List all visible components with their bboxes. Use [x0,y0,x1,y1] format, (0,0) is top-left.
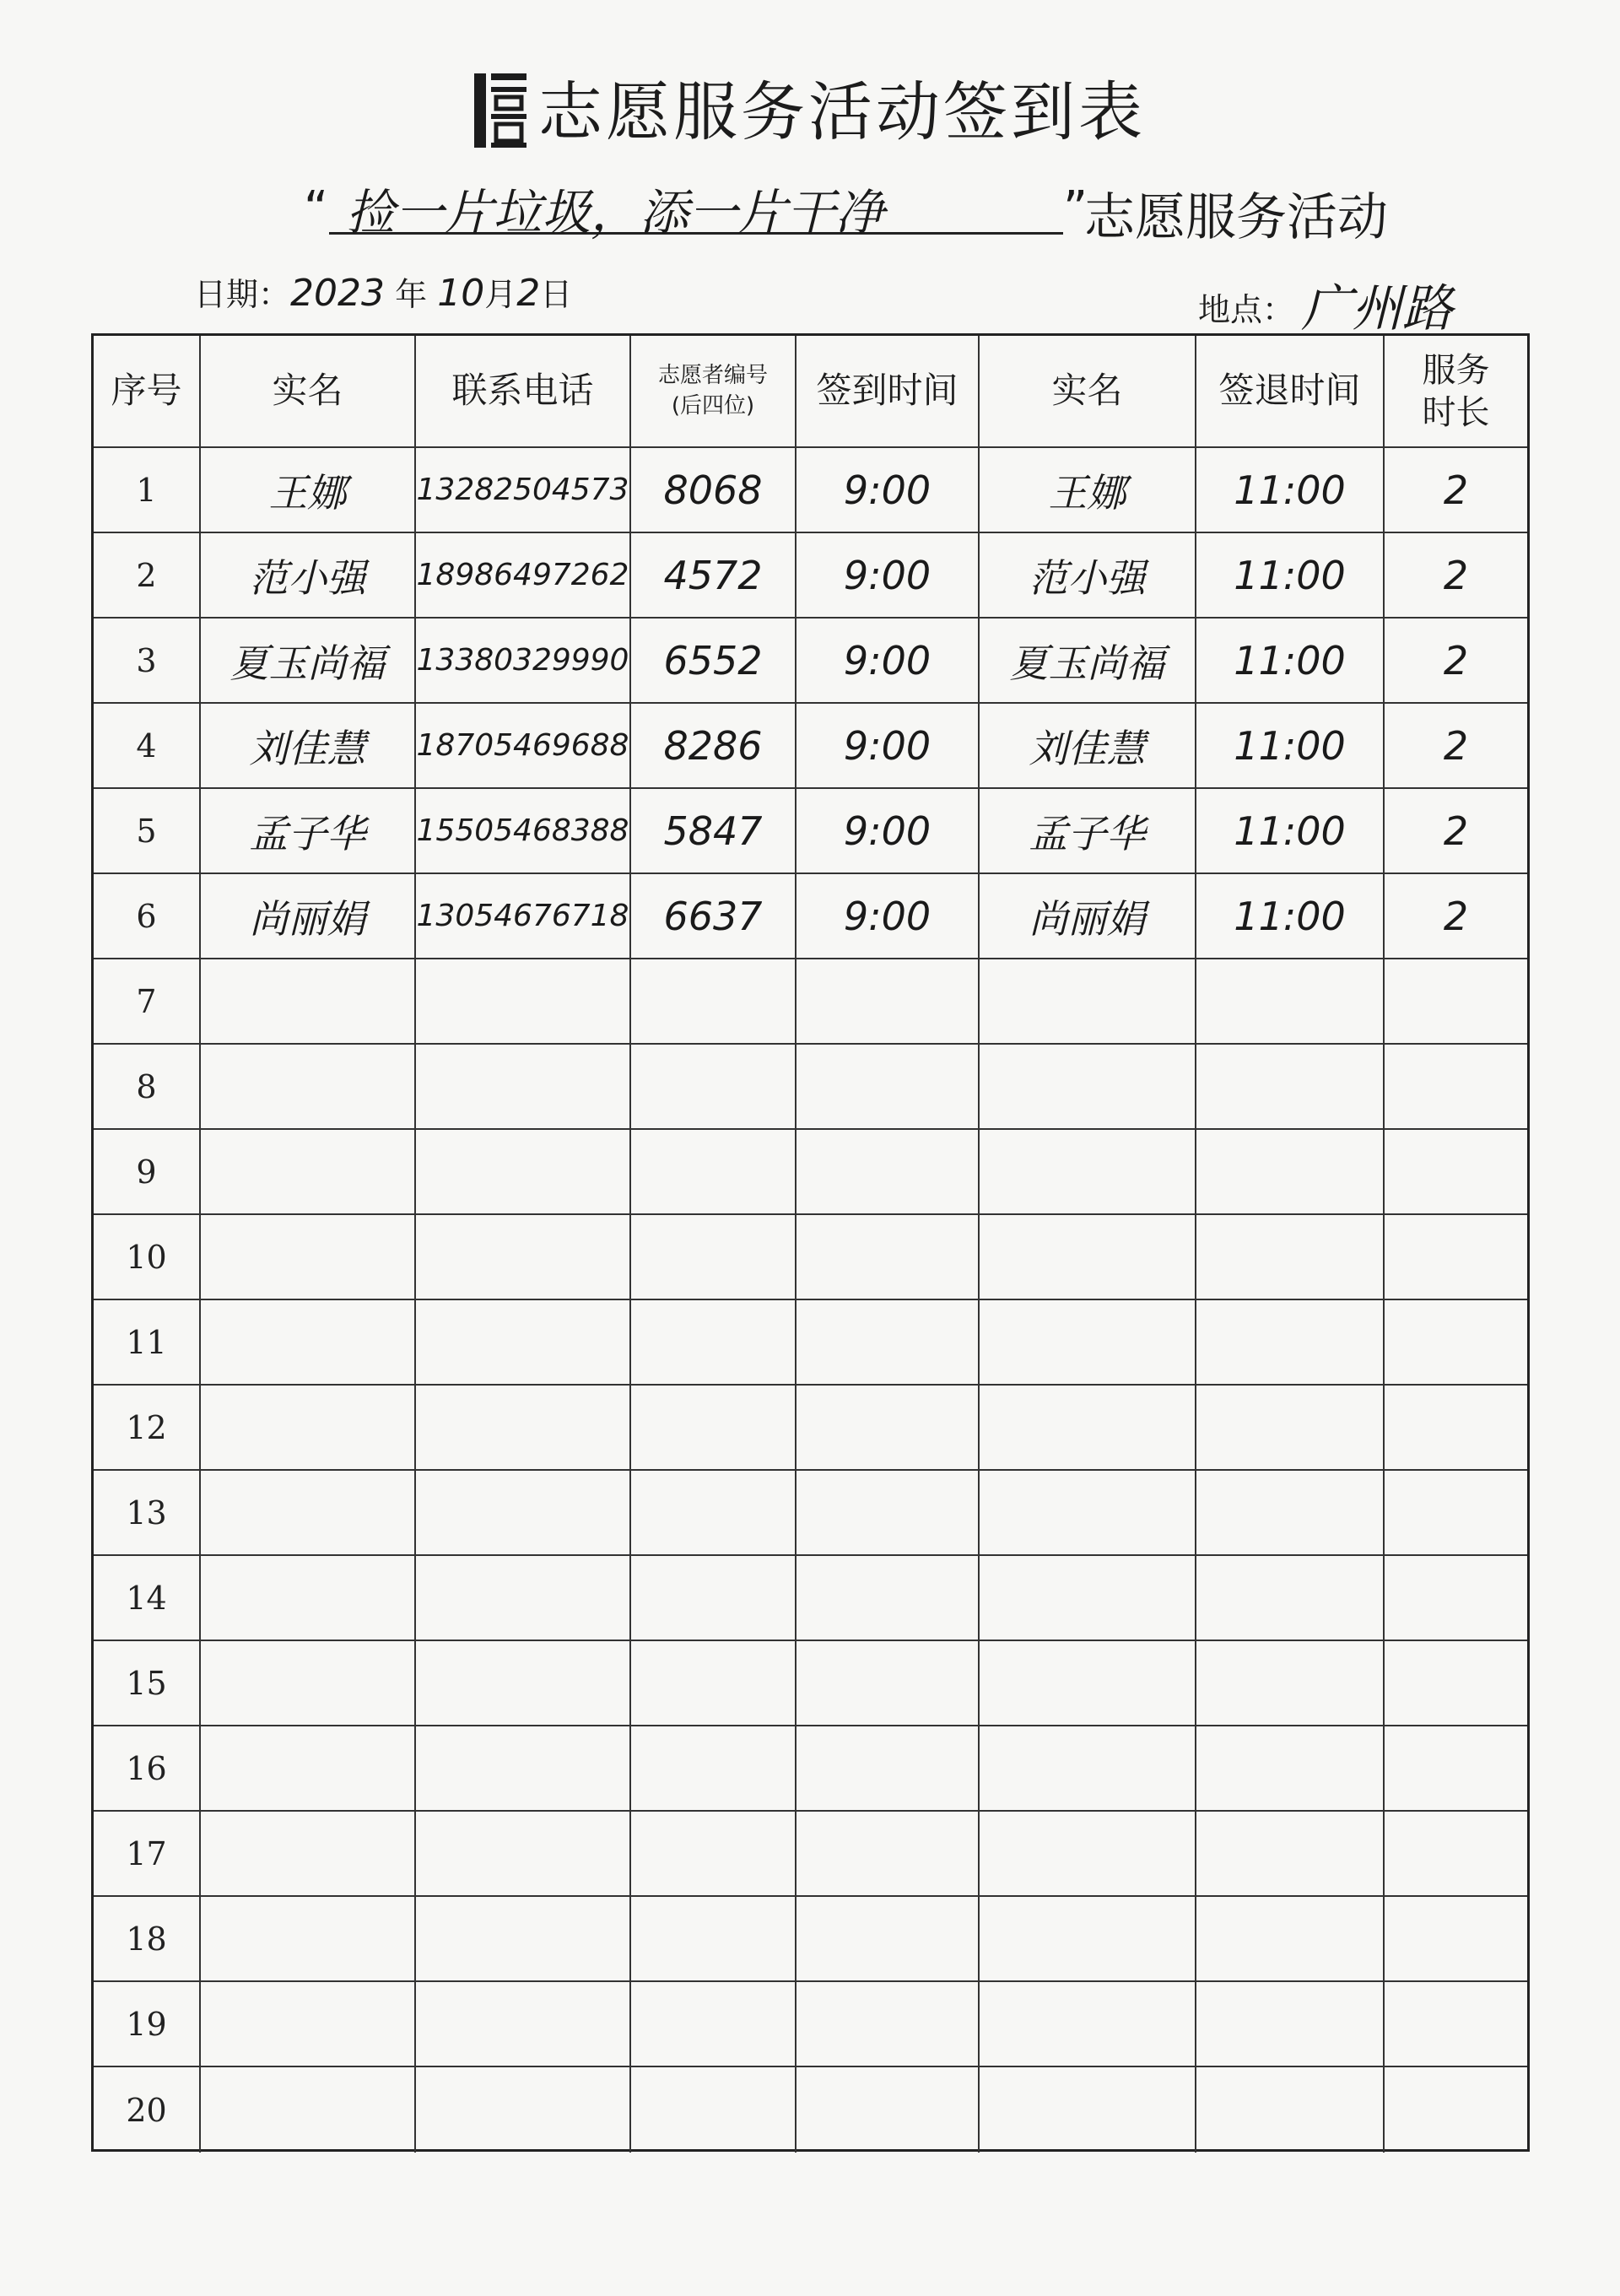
signout-time: 11:00 [1234,722,1346,769]
signout-name: 孟子华 [1029,810,1146,856]
row-number: 20 [126,2091,167,2129]
subtitle-suffix: 志愿服务活动 [1084,188,1388,247]
signin-time-cell[interactable] [796,1812,980,1895]
service-hours-cell[interactable] [1385,533,1527,617]
signin-time-cell[interactable] [796,1556,980,1640]
signout-name: 范小强 [1029,554,1146,601]
header-name-2 [980,336,1196,446]
date-month: 10 [437,272,485,315]
date-field [194,268,572,315]
phone-number-cell[interactable] [416,2067,631,2153]
row-number: 19 [126,2005,167,2043]
signout-name: 王娜 [1048,469,1126,516]
service-hours-cell[interactable] [1385,874,1527,958]
signout-name-cell[interactable] [980,1130,1196,1213]
service-hours-cell[interactable] [1385,1982,1527,2066]
signout-time: 11:00 [1234,552,1346,598]
signin-name-cell[interactable] [201,959,416,1043]
table-row [94,448,1527,533]
signout-name: 刘佳慧 [1029,725,1146,771]
header-service-hours-label: 服务 时长 [1422,350,1490,432]
table-row [94,1641,1527,1726]
row-number-cell [94,1386,201,1469]
signin-time-cell[interactable] [796,1300,980,1384]
volunteer-id-cell[interactable] [631,448,796,532]
row-number: 16 [126,1749,167,1787]
row-number: 5 [136,812,157,850]
signout-time-cell[interactable] [1196,1556,1385,1640]
row-number: 1 [136,471,157,509]
header-phone-label: 联系电话 [451,370,594,412]
signin-name-cell[interactable] [201,789,416,872]
table-row [94,959,1527,1045]
signout-name-cell[interactable] [980,874,1196,958]
row-number-cell [94,1300,201,1384]
signin-name-cell[interactable] [201,1130,416,1213]
signin-time: 9:00 [843,808,932,854]
service-hours-cell[interactable] [1385,1130,1527,1213]
table-row [94,1897,1527,1982]
signout-time-cell[interactable] [1196,448,1385,532]
activity-name-field [329,173,1063,241]
phone-number-cell[interactable] [416,1812,631,1895]
header-signin-time-label: 签到时间 [816,370,958,412]
phone-number-cell[interactable] [416,1982,631,2066]
phone-number-cell[interactable] [416,448,631,532]
signin-time: 9:00 [843,722,932,769]
table-row [94,619,1527,704]
signout-time-cell[interactable] [1196,704,1385,787]
service-hours: 2 [1443,637,1469,683]
service-hours-cell[interactable] [1385,2067,1527,2153]
table-row [94,874,1527,959]
header-service-hours [1385,336,1527,446]
row-number-cell [94,2067,201,2153]
row-number: 3 [136,641,157,679]
row-number-cell [94,1897,201,1980]
row-number: 2 [136,556,157,594]
signin-time-cell[interactable] [796,1726,980,1810]
table-row [94,1982,1527,2067]
location-label: 地点： [1198,291,1295,328]
row-number-cell [94,789,201,872]
row-number-cell [94,1556,201,1640]
volunteer-logo-icon [474,72,526,149]
phone-number: 15505468388 [416,813,629,848]
signout-name-cell[interactable] [980,1812,1196,1895]
volunteer-id-cell[interactable] [631,789,796,872]
signin-time-cell[interactable] [796,874,980,958]
signout-time-cell[interactable] [1196,1897,1385,1980]
signout-name-cell[interactable] [980,1726,1196,1810]
row-number-cell [94,1641,201,1725]
row-number: 10 [126,1238,167,1276]
phone-number: 18986497262 [416,558,629,592]
signout-name-cell[interactable] [980,533,1196,617]
header-no-label: 序号 [111,370,182,412]
service-hours-cell[interactable] [1385,448,1527,532]
volunteer-id: 8068 [663,467,763,513]
table-row [94,1386,1527,1471]
service-hours-cell[interactable] [1385,959,1527,1043]
row-number-cell [94,619,201,702]
phone-number-cell[interactable] [416,619,631,702]
table-row [94,1215,1527,1300]
volunteer-id-cell[interactable] [631,1300,796,1384]
header-name [201,336,416,446]
signout-name-cell[interactable] [980,789,1196,872]
phone-number-cell[interactable] [416,789,631,872]
service-hours-cell[interactable] [1385,1726,1527,1810]
signout-time-cell[interactable] [1196,1982,1385,2066]
header-no [94,336,201,446]
volunteer-id-cell[interactable] [631,1386,796,1469]
phone-number: 13380329990 [416,643,629,678]
signout-time-cell[interactable] [1196,789,1385,872]
service-hours-cell[interactable] [1385,704,1527,787]
signin-name-cell[interactable] [201,1215,416,1299]
signout-name-cell[interactable] [980,1215,1196,1299]
row-number: 17 [126,1834,167,1872]
signin-name-cell[interactable] [201,1556,416,1640]
row-number-cell [94,1130,201,1213]
signin-time: 9:00 [843,637,932,683]
signin-time-cell[interactable] [796,1641,980,1725]
signout-time-cell[interactable] [1196,619,1385,702]
signout-time-cell[interactable] [1196,959,1385,1043]
phone-number-cell[interactable] [416,1726,631,1810]
signin-name-cell[interactable] [201,1897,416,1980]
volunteer-id-cell[interactable] [631,533,796,617]
phone-number-cell[interactable] [416,1386,631,1469]
service-hours: 2 [1443,893,1469,939]
month-char: 月 [484,276,517,313]
row-number-cell [94,704,201,787]
signout-name-cell[interactable] [980,1386,1196,1469]
volunteer-id-cell[interactable] [631,1045,796,1128]
volunteer-id-cell[interactable] [631,1471,796,1554]
signin-name-cell[interactable] [201,1045,416,1128]
signin-name: 孟子华 [249,810,366,856]
volunteer-id-cell[interactable] [631,1982,796,2066]
signin-name-cell[interactable] [201,1726,416,1810]
signout-name-cell[interactable] [980,1556,1196,1640]
phone-number-cell[interactable] [416,1045,631,1128]
signout-name-cell[interactable] [980,1300,1196,1384]
signout-name-cell[interactable] [980,619,1196,702]
signout-time-cell[interactable] [1196,1471,1385,1554]
table-header [94,336,1527,448]
signout-name-cell[interactable] [980,959,1196,1043]
row-number-cell [94,874,201,958]
header-name-2-label: 实名 [1051,370,1123,412]
signin-table [91,333,1530,2152]
signout-time: 11:00 [1234,467,1346,513]
service-hours-cell[interactable] [1385,789,1527,872]
service-hours: 2 [1443,467,1469,513]
signin-time-cell[interactable] [796,448,980,532]
table-row [94,1471,1527,1556]
row-number: 4 [136,727,157,764]
phone-number-cell[interactable] [416,1556,631,1640]
signin-name-cell[interactable] [201,1386,416,1469]
signin-time: 9:00 [843,893,932,939]
volunteer-id: 6637 [663,893,763,939]
row-number: 12 [126,1408,167,1446]
signout-time-cell[interactable] [1196,1812,1385,1895]
volunteer-id-cell[interactable] [631,874,796,958]
signin-time-cell[interactable] [796,959,980,1043]
table-row [94,1812,1527,1897]
signin-time: 9:00 [843,552,932,598]
activity-name: 捡一片垃圾，添一片干净 [346,184,885,241]
close-quote: ” [1063,181,1088,236]
signout-name: 尚丽娟 [1029,895,1146,942]
signin-name: 尚丽娟 [249,895,366,942]
signin-name-cell[interactable] [201,1471,416,1554]
signout-name-cell[interactable] [980,1641,1196,1725]
table-row [94,2067,1527,2153]
header-volunteer-id [631,336,796,446]
row-number-cell [94,959,201,1043]
volunteer-id-cell[interactable] [631,1215,796,1299]
service-hours-cell[interactable] [1385,1471,1527,1554]
row-number-cell [94,1215,201,1299]
volunteer-id: 8286 [663,722,763,769]
signout-time: 11:00 [1234,808,1346,854]
signout-time-cell[interactable] [1196,1726,1385,1810]
row-number: 18 [126,1920,167,1958]
volunteer-id-cell[interactable] [631,2067,796,2153]
signin-name-cell[interactable] [201,1982,416,2066]
date-year: 2023 [290,272,385,315]
signout-time-cell[interactable] [1196,1386,1385,1469]
phone-number-cell[interactable] [416,1300,631,1384]
service-hours-cell[interactable] [1385,1641,1527,1725]
table-row [94,1726,1527,1812]
volunteer-id: 4572 [663,552,763,598]
title-text: 志愿服务活动签到表 [538,74,1146,149]
table-row [94,1045,1527,1130]
signout-name-cell[interactable] [980,2067,1196,2153]
service-hours-cell[interactable] [1385,1300,1527,1384]
signout-time-cell[interactable] [1196,874,1385,958]
table-row [94,1300,1527,1386]
phone-number: 18705469688 [416,728,629,763]
signin-time-cell[interactable] [796,704,980,787]
signout-time-cell[interactable] [1196,1045,1385,1128]
volunteer-id: 5847 [663,808,763,854]
open-quote: “ [304,181,329,236]
volunteer-id-cell[interactable] [631,704,796,787]
signin-time-cell[interactable] [796,1982,980,2066]
service-hours-cell[interactable] [1385,619,1527,702]
signout-time-cell[interactable] [1196,1215,1385,1299]
location-value: 广州路 [1301,279,1454,338]
phone-number-cell[interactable] [416,1130,631,1213]
signout-name-cell[interactable] [980,448,1196,532]
signout-time-cell[interactable] [1196,533,1385,617]
phone-number-cell[interactable] [416,1897,631,1980]
table-row [94,533,1527,619]
volunteer-id-cell[interactable] [631,959,796,1043]
day-char: 日 [540,276,573,313]
location-field [1198,268,1453,341]
signin-name-cell[interactable] [201,1641,416,1725]
date-label: 日期： [194,276,291,313]
signout-time: 11:00 [1234,893,1346,939]
row-number-cell [94,1045,201,1128]
signout-name: 夏玉尚福 [1009,640,1165,686]
signin-name: 刘佳慧 [249,725,366,771]
activity-subtitle [304,173,1401,247]
service-hours-cell[interactable] [1385,1386,1527,1469]
service-hours: 2 [1443,722,1469,769]
page-title [0,61,1620,153]
signout-time: 11:00 [1234,637,1346,683]
signout-name-cell[interactable] [980,704,1196,787]
header-signout-time-label: 签退时间 [1218,370,1361,412]
service-hours: 2 [1443,808,1469,854]
year-char: 年 [395,276,428,313]
signout-name-cell[interactable] [980,1897,1196,1980]
signin-time-cell[interactable] [796,533,980,617]
signin-time-cell[interactable] [796,2067,980,2153]
header-volunteer-id-label: 志愿者编号 (后四位) [657,363,768,419]
table-row [94,704,1527,789]
phone-number: 13054676718 [416,899,629,933]
service-hours-cell[interactable] [1385,1045,1527,1128]
signin-name-cell[interactable] [201,1812,416,1895]
signout-time-cell[interactable] [1196,2067,1385,2153]
signin-time-cell[interactable] [796,1897,980,1980]
date-day: 2 [516,272,541,315]
signin-time-cell[interactable] [796,1215,980,1299]
volunteer-id-cell[interactable] [631,619,796,702]
volunteer-id-cell[interactable] [631,1897,796,1980]
row-number-cell [94,1471,201,1554]
signout-time-cell[interactable] [1196,1130,1385,1213]
row-number: 7 [136,982,157,1020]
phone-number-cell[interactable] [416,1471,631,1554]
phone-number-cell[interactable] [416,1641,631,1725]
signin-time-cell[interactable] [796,619,980,702]
header-signout-time [1196,336,1385,446]
table-row [94,1130,1527,1215]
volunteer-id-cell[interactable] [631,1812,796,1895]
header-name-label: 实名 [272,370,343,412]
signin-name-cell[interactable] [201,1300,416,1384]
phone-number-cell[interactable] [416,1215,631,1299]
service-hours-cell[interactable] [1385,1812,1527,1895]
header-signin-time [796,336,980,446]
service-hours: 2 [1443,552,1469,598]
phone-number-cell[interactable] [416,704,631,787]
signout-name-cell[interactable] [980,1045,1196,1128]
signin-name-cell[interactable] [201,874,416,958]
service-hours-cell[interactable] [1385,1215,1527,1299]
signin-name-cell[interactable] [201,533,416,617]
signin-time-cell[interactable] [796,1386,980,1469]
service-hours-cell[interactable] [1385,1897,1527,1980]
signout-time-cell[interactable] [1196,1300,1385,1384]
row-number: 6 [136,897,157,935]
header-phone [416,336,631,446]
row-number-cell [94,448,201,532]
volunteer-id: 6552 [663,637,763,683]
row-number: 9 [136,1153,157,1191]
row-number: 14 [126,1579,167,1617]
signin-time-cell[interactable] [796,789,980,872]
phone-number-cell[interactable] [416,959,631,1043]
signin-time-cell[interactable] [796,1045,980,1128]
signin-name-cell[interactable] [201,704,416,787]
signin-time-cell[interactable] [796,1130,980,1213]
volunteer-id-cell[interactable] [631,1130,796,1213]
service-hours-cell[interactable] [1385,1556,1527,1640]
phone-number-cell[interactable] [416,533,631,617]
row-number: 8 [136,1067,157,1105]
signin-name: 范小强 [249,554,366,601]
signout-name-cell[interactable] [980,1471,1196,1554]
phone-number-cell[interactable] [416,874,631,958]
volunteer-id-cell[interactable] [631,1556,796,1640]
row-number: 15 [126,1664,167,1702]
signin-name: 王娜 [268,469,347,516]
signout-name-cell[interactable] [980,1982,1196,2066]
signin-name: 夏玉尚福 [230,640,386,686]
signout-time-cell[interactable] [1196,1641,1385,1725]
signin-name-cell[interactable] [201,619,416,702]
signin-name-cell[interactable] [201,448,416,532]
row-number: 13 [126,1494,167,1532]
row-number: 11 [126,1323,167,1361]
row-number-cell [94,1726,201,1810]
signin-time-cell[interactable] [796,1471,980,1554]
table-row [94,789,1527,874]
signin-time: 9:00 [843,467,932,513]
table-row [94,1556,1527,1641]
row-number-cell [94,533,201,617]
row-number-cell [94,1982,201,2066]
volunteer-id-cell[interactable] [631,1726,796,1810]
phone-number: 13282504573 [416,473,629,507]
signin-name-cell[interactable] [201,2067,416,2153]
volunteer-id-cell[interactable] [631,1641,796,1725]
row-number-cell [94,1812,201,1895]
